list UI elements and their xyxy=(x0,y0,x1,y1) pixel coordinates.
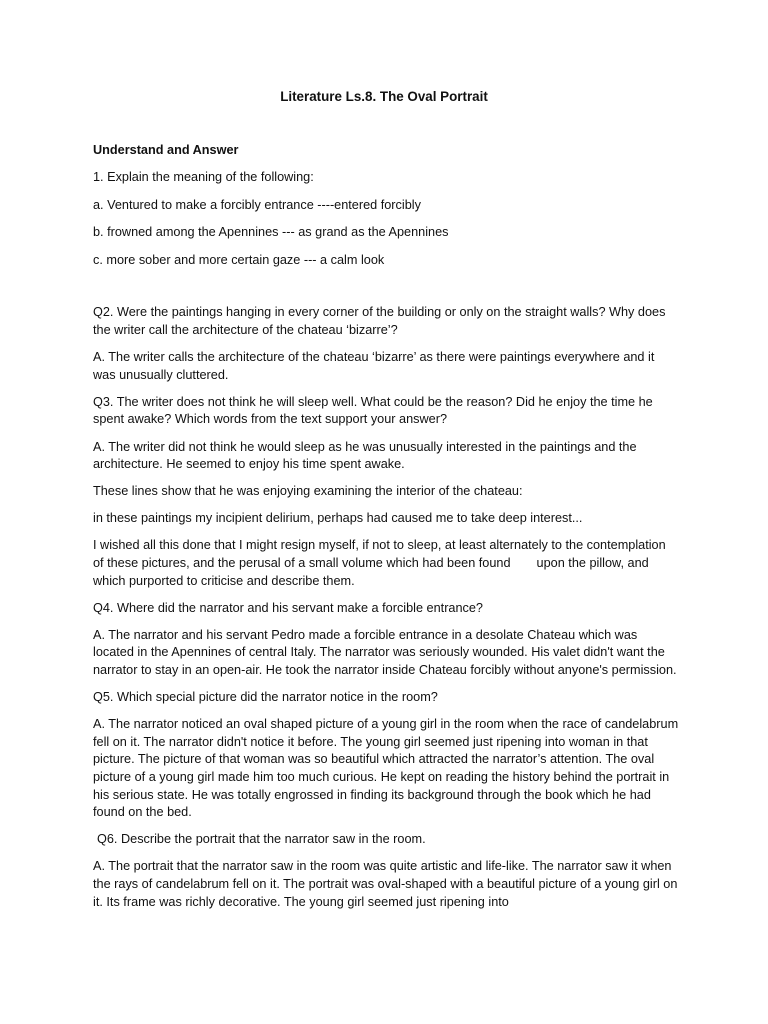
q1-prompt: 1. Explain the meaning of the following: xyxy=(93,170,314,185)
document-body xyxy=(93,142,679,911)
q5-answer: A. The narrator noticed an oval shaped picture of a young girl in the room when the race of candelabrum fell on it. The narrator didn't notice it before. The young girl seemed just ripening into woman in that picture. The picture of that woman was so beautiful which attracted the narrator’s attention. The oval picture of a young girl made him too much curious. He kept on reading the history behind the portrait in his serious state. He was totally engrossed in finding its background through the book which he had found on the bed. xyxy=(93,717,679,820)
q3-quote-2 xyxy=(93,537,679,590)
q1-item-a: a. Ventured to make a forcibly entrance ----entered forcibly xyxy=(93,197,421,212)
q1-item-b: b. frowned among the Apennines --- as grand as the Apennines xyxy=(93,225,449,240)
q2-answer: A. The writer calls the architecture of the chateau ‘bizarre’ as there were paintings everywhere and it was unusually cluttered. xyxy=(93,350,655,382)
q4-answer: A. The narrator and his servant Pedro made a forcible entrance in a desolate Chateau which was located in the Apennines of central Italy. The narrator was seriously wounded. His valet didn't want the narrator to stay in an open-air. He took the narrator inside Chateau forcibly without anyone's permission. xyxy=(93,627,677,677)
q3-quote-2-part-2: upon the pillow, and which purported to criticise and describe them. xyxy=(93,556,649,588)
q1-item-c: c. more sober and more certain gaze --- a calm look xyxy=(93,252,385,267)
q3-quote-2-part-1: I wished all this done that I might resign myself, if not to sleep, at least alternately to the contemplation of these pictures, and the perusal of a small volume which had been found xyxy=(93,538,666,570)
section-heading: Understand and Answer xyxy=(93,143,239,157)
q2-question: Q2. Were the paintings hanging in every corner of the building or only on the straight walls? Why does the writer call the architecture of the chateau ‘bizarre’? xyxy=(93,305,666,338)
q4-question: Q4. Where did the narrator and his servant make a forcible entrance? xyxy=(93,600,483,615)
q3-answer: A. The writer did not think he would sleep as he was unusually interested in the paintings and the architecture. He seemed to enjoy his time spent awake. xyxy=(93,439,637,472)
document-title: Literature Ls.8. The Oval Portrait xyxy=(280,89,488,104)
q3-lines-intro: These lines show that he was enjoying examining the interior of the chateau: xyxy=(93,484,523,499)
q3-quote-1: in these paintings my incipient delirium, perhaps had caused me to take deep interest... xyxy=(93,511,583,526)
q6-question: Q6. Describe the portrait that the narrator saw in the room. xyxy=(97,832,426,847)
q3-question: Q3. The writer does not think he will sleep well. What could be the reason? Did he enjoy the time he spent awake? Which words from the text support your answer? xyxy=(93,394,653,427)
q6-answer: A. The portrait that the narrator saw in the room was quite artistic and life-like. The narrator saw it when the rays of candelabrum fell on it. The portrait was oval-shaped with a beautiful picture of a young girl on it. Its frame was richly decorative. The young girl seemed just ripening into xyxy=(93,859,678,909)
q5-question: Q5. Which special picture did the narrator notice in the room? xyxy=(93,690,438,705)
